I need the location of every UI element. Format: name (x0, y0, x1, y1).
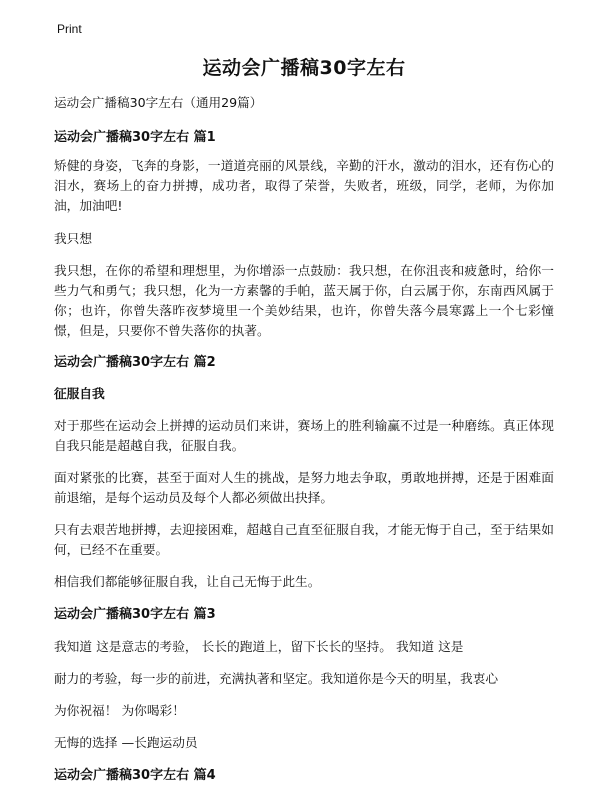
section-3-paragraph-1: 我知道 这是意志的考验， 长长的跑道上，留下长长的坚持。 我知道 这是 (54, 639, 464, 654)
section-heading-3: 运动会广播稿30字左右 篇3 (54, 607, 216, 622)
section-3-paragraph-2: 耐力的考验，每一步的前进，充满执著和坚定。我知道你是今天的明星，我衷心 (54, 671, 499, 686)
section-2-paragraph-5: 相信我们都能够征服自我，让自己无悔于此生。 (54, 574, 321, 589)
section-1-paragraph-1: 矫健的身姿，飞奔的身影，一道道亮丽的风景线，辛勤的汗水，激动的泪水，还有伤心的泪水，赛场上的奋力拼搏，成功者，取得了荣誉，失败者，班级，同学，老师，为你加油，加油吧! (54, 158, 554, 213)
print-link[interactable]: Print (57, 22, 82, 36)
section-heading-2: 运动会广播稿30字左右 篇2 (54, 355, 216, 370)
section-3-paragraph-4: 无悔的选择 —长跑运动员 (54, 735, 198, 750)
document-title: 运动会广播稿30字左右 (202, 57, 406, 79)
section-2-paragraph-3: 面对紧张的比赛，甚至于面对人生的挑战，是努力地去争取，勇敢地拼搏，还是于困难面前退缩，是每个运动员及每个人都必须做出抉择。 (54, 470, 554, 505)
section-1-paragraph-3: 我只想，在你的希望和理想里，为你增添一点鼓励：我只想，在你沮丧和疲惫时，给你一些力气和勇气；我只想，化为一方素馨的手帕，蓝天属于你，白云属于你，东南西风属于你；也许，你曾失落昨夜梦境里一个美妙结果，也许，你曾失落今晨寒露上一个七彩憧憬，但是，只要你不曾失落你的执著。 (54, 263, 554, 338)
section-2-paragraph-2: 对于那些在运动会上拼搏的运动员们来讲，赛场上的胜利输赢不过是一种磨练。真正体现自我只能是超越自我，征服自我。 (54, 418, 554, 453)
section-2-paragraph-1: 征服自我 (54, 386, 105, 401)
section-heading-1: 运动会广播稿30字左右 篇1 (54, 130, 216, 145)
section-heading-4: 运动会广播稿30字左右 篇4 (54, 768, 216, 783)
section-3-paragraph-3: 为你祝福！ 为你喝彩！ (54, 703, 185, 718)
document-subtitle: 运动会广播稿30字左右（通用29篇） (54, 95, 263, 110)
section-1-paragraph-2: 我只想 (54, 231, 93, 246)
section-2-paragraph-4: 只有去艰苦地拼搏，去迎接困难，超越自己直至征服自我，才能无悔于自己，至于结果如何，已经不在重要。 (54, 522, 554, 557)
